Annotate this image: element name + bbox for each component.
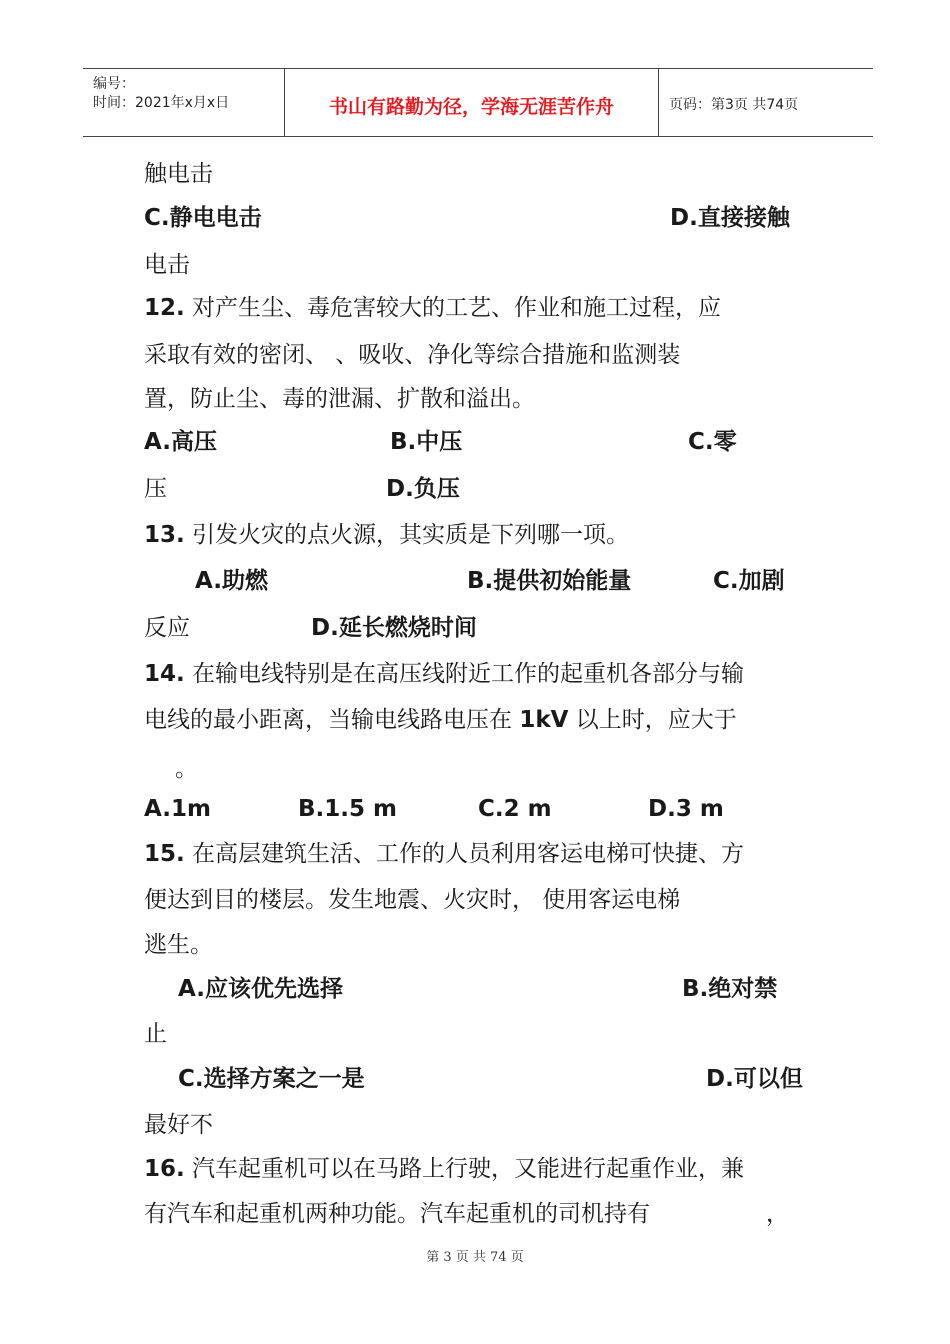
question-15-line-3: 逃生。 bbox=[144, 932, 213, 958]
text-line: 压 bbox=[144, 476, 167, 502]
option-d: D.负压 bbox=[386, 476, 460, 502]
header-info-cell bbox=[83, 69, 285, 136]
question-12-line-2: 采取有效的密闭、 、吸收、净化等综合措施和监测装 bbox=[144, 342, 681, 368]
header-page-label: 页码：第3页 共74页 bbox=[669, 97, 799, 113]
question-16-line-1: 16. 汽车起重机可以在马路上行驶，又能进行起重作业，兼 bbox=[144, 1156, 745, 1182]
question-14-line-3: 。 bbox=[175, 756, 198, 782]
option-d: D.延长燃烧时间 bbox=[311, 615, 477, 641]
header-motto: 书山有路勤为径，学海无涯苦作舟 bbox=[328, 96, 614, 118]
option-a: A.应该优先选择 bbox=[178, 976, 343, 1002]
option-b: B.1.5 m bbox=[298, 796, 397, 822]
question-number: 13. bbox=[144, 522, 185, 548]
option-a: A.高压 bbox=[144, 429, 217, 455]
question-16-line-2: 有汽车和起重机两种功能。汽车起重机的司机持有 bbox=[144, 1201, 650, 1227]
text-line: 反应 bbox=[144, 615, 190, 641]
option-c: C.选择方案之一是 bbox=[178, 1066, 365, 1092]
option-d: D.直接接触 bbox=[670, 205, 790, 231]
page-header bbox=[83, 68, 873, 137]
header-motto-cell bbox=[285, 69, 659, 136]
text-line: 最好不 bbox=[144, 1112, 213, 1138]
option-a: A.1m bbox=[144, 796, 211, 822]
option-c: C.2 m bbox=[478, 796, 552, 822]
document-number-label: 编号： bbox=[93, 76, 135, 92]
question-12-line-3: 置，防止尘、毒的泄漏、扩散和溢出。 bbox=[144, 386, 535, 412]
page-footer: 第 3 页 共 74 页 bbox=[426, 1250, 524, 1265]
option-a: A.助燃 bbox=[195, 568, 268, 594]
header-page-cell bbox=[659, 69, 873, 136]
text-line: 电击 bbox=[144, 252, 190, 278]
option-d: D.可以但 bbox=[706, 1066, 803, 1092]
question-13-line-1: 13. 引发火灾的点火源，其实质是下列哪一项。 bbox=[144, 522, 630, 548]
option-b: B.绝对禁 bbox=[682, 976, 778, 1002]
question-number: 16. bbox=[144, 1156, 185, 1182]
question-number: 15. bbox=[144, 841, 185, 867]
question-15-line-2: 便达到目的楼层。发生地震、火灾时， 使用客运电梯 bbox=[144, 887, 681, 913]
option-c: C.加剧 bbox=[713, 568, 785, 594]
question-number: 14. bbox=[144, 661, 185, 687]
question-12-line-1: 12. 对产生尘、毒危害较大的工艺、作业和施工过程，应 bbox=[144, 295, 722, 321]
option-d: D.3 m bbox=[648, 796, 724, 822]
document-time-label: 时间：2021年x月x日 bbox=[93, 95, 230, 111]
option-b: B.提供初始能量 bbox=[467, 568, 632, 594]
question-14-line-1: 14. 在输电线特别是在高压线附近工作的起重机各部分与输 bbox=[144, 661, 745, 687]
question-14-line-2: 电线的最小距离，当输电线路电压在 1kV 以上时，应大于 bbox=[144, 707, 737, 733]
option-b: B.中压 bbox=[390, 429, 463, 455]
text-line: 触电击 bbox=[144, 161, 213, 187]
option-c: C.零 bbox=[688, 429, 737, 455]
text-line: 止 bbox=[144, 1021, 167, 1047]
question-15-line-1: 15. 在高层建筑生活、工作的人员利用客运电梯可快捷、方 bbox=[144, 841, 745, 867]
option-c: C.静电电击 bbox=[144, 205, 262, 231]
text-line: ， bbox=[766, 1201, 789, 1227]
question-number: 12. bbox=[144, 295, 185, 321]
